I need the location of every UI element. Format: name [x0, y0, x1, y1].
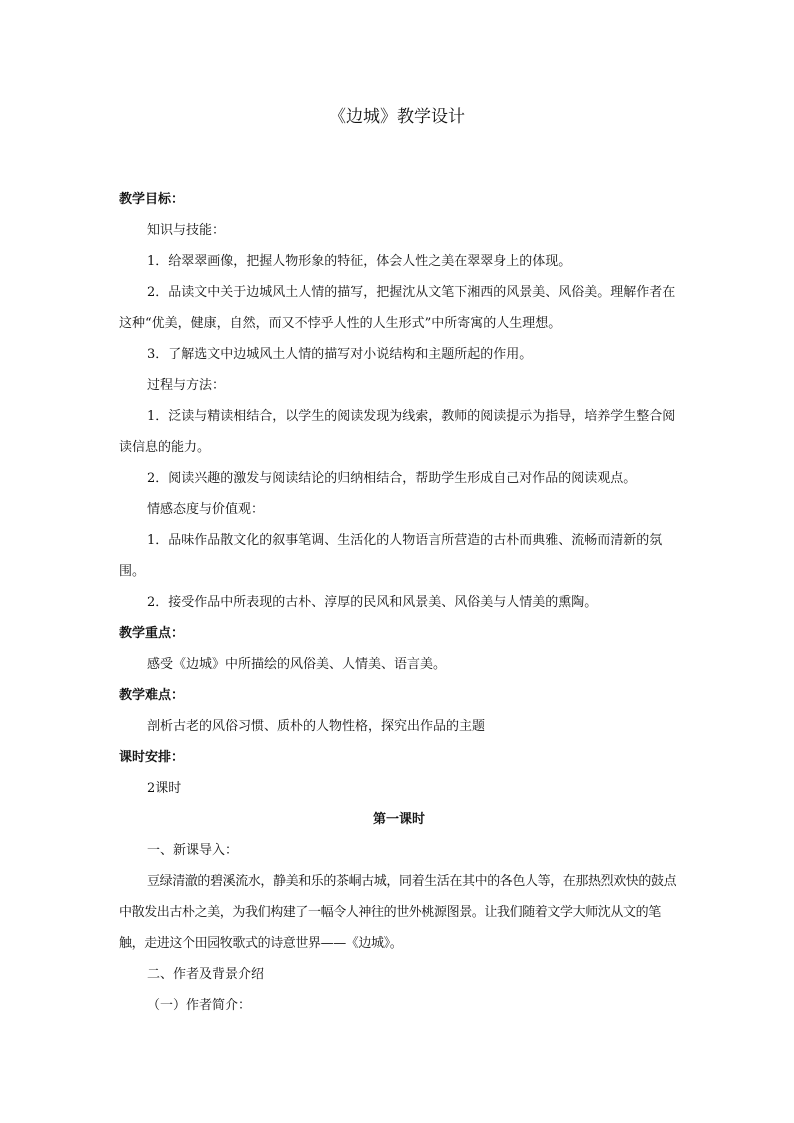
document-title: 《边城》教学设计	[329, 107, 465, 127]
difficult-points-heading: 教学难点：	[119, 688, 185, 703]
author-heading: 二、作者及背景介绍	[147, 967, 265, 982]
schedule-heading: 课时安排：	[119, 750, 185, 765]
author-subheading: （一）作者简介：	[147, 998, 252, 1013]
emotion-item-1: 1．品味作品散文化的叙事笔调、生活化的人物语言所营造的古朴而典雅、流畅而清新的氛围。	[119, 533, 663, 579]
knowledge-item-2: 2．品读文中关于边城风土人情的描写，把握沈从文笔下湘西的风景美、风俗美。理解作者在这种“优美，健康，自然，而又不悖乎人性的人生形式”中所寄寓的人生理想。	[119, 285, 676, 331]
document-body	[119, 184, 679, 1021]
process-item-2: 2．阅读兴趣的激发与阅读结论的归纳相结合，帮助学生形成自己对作品的阅读观点。	[147, 471, 637, 486]
intro-text: 豆绿清澈的碧溪流水，静美和乐的茶峒古城，同着生活在其中的各色人等，在那热烈欢快的鼓点中散发出古朴之美，为我们构建了一幅令人神往的世外桃源图景。让我们随着文学大师沈从文的笔触，走进这个田园牧歌式的诗意世界——《边城》。	[119, 874, 677, 951]
emotion-item-2: 2．接受作品中所表现的古朴、淳厚的民风和风景美、风俗美与人情美的熏陶。	[147, 595, 598, 610]
lesson-one-heading: 第一课时	[372, 812, 425, 827]
process-item-1: 1．泛读与精读相结合，以学生的阅读发现为线索，教师的阅读提示为指导，培养学生整合阅读信息的能力。	[119, 409, 676, 455]
objectives-heading: 教学目标：	[119, 192, 185, 207]
knowledge-item-1: 1．给翠翠画像，把握人物形象的特征，体会人性之美在翠翠身上的体现。	[147, 254, 572, 269]
knowledge-item-3: 3．了解选文中边城风土人情的描写对小说结构和主题所起的作用。	[147, 347, 533, 362]
key-points-text: 感受《边城》中所描绘的风俗美、人情美、语言美。	[147, 657, 447, 672]
intro-heading: 一、新课导入：	[147, 843, 239, 858]
schedule-text: 2课时	[147, 781, 182, 796]
emotion-heading: 情感态度与价值观：	[147, 502, 265, 517]
process-heading: 过程与方法：	[147, 378, 226, 393]
difficult-points-text: 剖析古老的风俗习惯、质朴的人物性格，探究出作品的主题	[147, 719, 486, 734]
knowledge-heading: 知识与技能：	[147, 223, 226, 238]
key-points-heading: 教学重点：	[119, 626, 185, 641]
